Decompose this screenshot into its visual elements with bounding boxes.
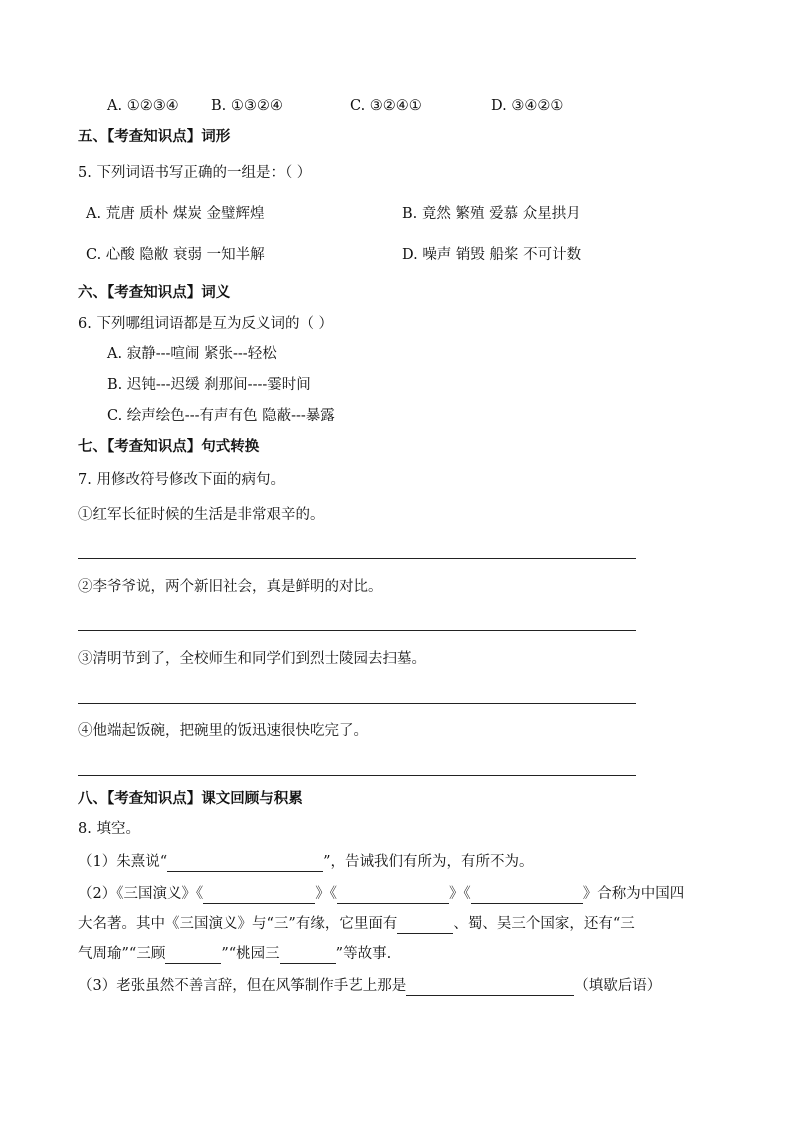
- q5-option-b: B. 竟然 繁殖 爱慕 众星拱月: [402, 206, 581, 222]
- q7-sentence-1: ①红军长征时候的生活是非常艰辛的。: [78, 507, 325, 523]
- q8-item-2-line-2: [78, 914, 635, 934]
- q5-option-a: A. 荒唐 质朴 煤炭 金璧辉煌: [86, 206, 265, 222]
- q8-item-2-line-2-suffix: 、蜀、吴三个国家，还有“三: [453, 916, 635, 932]
- q7-sentence-4: ④他端起饭碗，把碗里的饭迅速很快吃完了。: [78, 723, 368, 739]
- q8-item-2-sep-1: 》《: [315, 886, 337, 902]
- blank-novel-2[interactable]: [337, 887, 449, 904]
- q7-sentence-2: ②李爷爷说，两个新旧社会，真是鲜明的对比。: [78, 579, 383, 595]
- blank-novel-3[interactable]: [471, 887, 583, 904]
- section-7-heading: 七、【考查知识点】句式转换: [78, 438, 260, 455]
- q7-sentence-3: ③清明节到了，全校师生和同学们到烈士陵园去扫墓。: [78, 651, 426, 667]
- q4-option-d: D. ③④②①: [491, 98, 564, 114]
- answer-line-3[interactable]: [78, 703, 636, 704]
- answer-line-2[interactable]: [78, 630, 636, 631]
- q8-item-2-line-2-prefix: 大名著。其中《三国演义》与“三”有缘，它里面有: [78, 916, 398, 932]
- q7-stem: 7. 用修改符号修改下面的病句。: [78, 472, 285, 488]
- q4-option-c: C. ③②④①: [350, 98, 422, 114]
- q5-stem: 5. 下列词语书写正确的一组是：（ ）: [78, 165, 312, 181]
- blank-kingdom[interactable]: [397, 917, 453, 934]
- q8-item-2-prefix: （2）《三国演义》《: [78, 886, 204, 902]
- q8-item-1-suffix: ”，告诫我们有所为，有所不为。: [323, 854, 534, 870]
- q8-stem: 8. 填空。: [78, 821, 140, 837]
- q8-item-2-line-3: [78, 944, 391, 964]
- q5-option-d: D. 噪声 销毁 船桨 不可计数: [402, 247, 582, 263]
- q8-item-2-suffix: 》合称为中国四: [582, 886, 685, 902]
- q8-item-1-prefix: （1）朱熹说“: [78, 854, 168, 870]
- q8-item-2-line-3-mid: ”“桃园三: [221, 946, 280, 962]
- q5-option-c: C. 心酸 隐敝 衰弱 一知半解: [86, 247, 265, 263]
- q8-item-2-sep-2: 》《: [448, 886, 471, 902]
- q6-option-a: A. 寂静---喧闹 紧张---轻松: [107, 346, 277, 362]
- blank-zhuxi-quote[interactable]: [167, 855, 323, 872]
- q8-item-3: [78, 976, 661, 996]
- q6-option-c: C. 绘声绘色---有声有色 隐蔽---暴露: [107, 408, 335, 424]
- blank-novel-1[interactable]: [203, 887, 315, 904]
- q8-item-3-prefix: （3）老张虽然不善言辞，但在风筝制作手艺上那是: [78, 978, 407, 994]
- answer-line-4[interactable]: [78, 775, 636, 776]
- q4-option-a: A. ①②③④: [107, 98, 179, 114]
- q6-stem: 6. 下列哪组词语都是互为反义词的（ ）: [78, 316, 334, 332]
- q8-item-3-suffix: （填歇后语）: [574, 978, 662, 994]
- q8-item-2-line-1: [78, 884, 684, 904]
- blank-xiehouyu[interactable]: [406, 979, 574, 996]
- section-8-heading: 八、【考查知识点】课文回顾与积累: [78, 790, 303, 807]
- section-5-heading: 五、【考查知识点】词形: [78, 128, 231, 145]
- q8-item-2-line-3-suffix: ”等故事.: [335, 946, 392, 962]
- blank-sangu[interactable]: [165, 947, 221, 964]
- answer-line-1[interactable]: [78, 558, 636, 559]
- q6-option-b: B. 迟钝---迟缓 刹那间----霎时间: [107, 377, 311, 393]
- section-6-heading: 六、【考查知识点】词义: [78, 284, 231, 301]
- q8-item-1: [78, 852, 534, 872]
- q8-item-2-line-3-prefix: 气周瑜”“三顾: [78, 946, 166, 962]
- blank-taoyuan[interactable]: [280, 947, 336, 964]
- q4-option-b: B. ①③②④: [211, 98, 283, 114]
